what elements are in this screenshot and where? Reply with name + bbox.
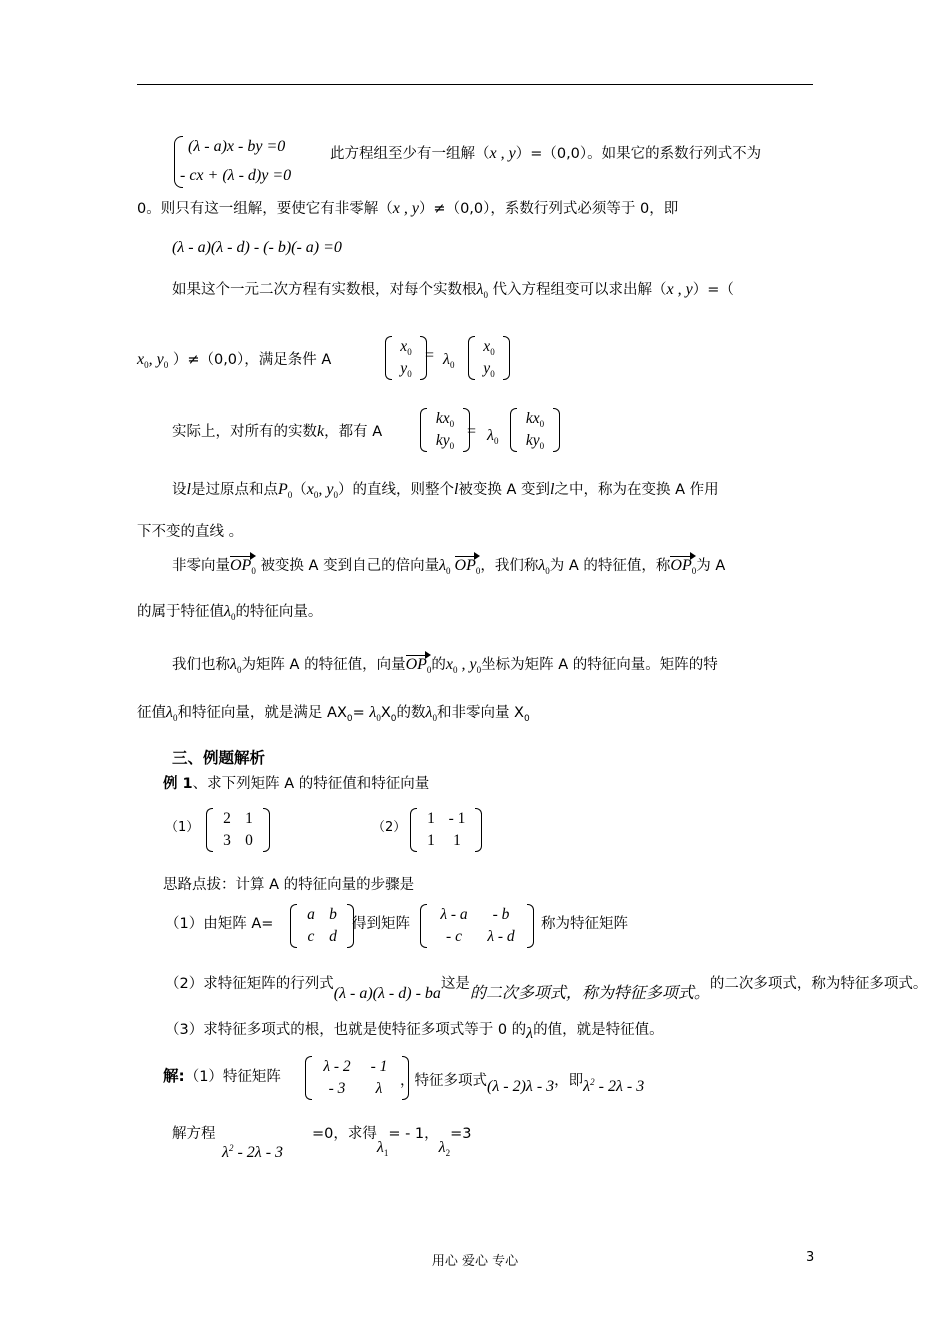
para-7: 我们也称$\lambda_0$为矩阵 A 的特征值，向量$OP_0$的$x_0$ , $y_0$坐标为矩阵 A 的特征向量。矩阵的特 [172,655,718,680]
solution-line-2b: $\lambda^2 - 2\lambda - 3$ [222,1143,284,1161]
solution-line-2c: =0，求得$\lambda_1= - 1$，$\lambda_2=3$ [312,1126,472,1158]
para-3: $x_0$, $y_0$ ）≠（0,0），满足条件 A [137,351,332,370]
para-6: 非零向量$OP_0$ 被变换 A 变到自己的倍向量$\lambda_0$ $OP_0$，我们称$\lambda_0$为 A 的特征值，称$OP_0$为 A [172,556,725,581]
step-2: （2）求特征矩阵的行列式(λ - a)(λ - d) - ba这是的二次多项式，称为特征多项式。的二次多项式，称为特征多项式。 [165,976,928,1002]
q1-label: （1） [165,820,200,835]
para-5: 设l是过原点和点$P_0(x_0$, $y_0$）的直线，则整个l被变换 A 变到l之中，称为在变换 A 作用 [172,481,719,500]
para-2: 如果这个一元二次方程有实数根，对每个实数根$\lambda_0$ 代入方程组变可以求出解（x , y）=（ [172,281,734,300]
solution-line-2: 解方程 [172,1126,216,1142]
matrix-abcd: a b c d [290,904,354,948]
step-1-c: 称为特征矩阵 [541,916,628,932]
matrix-q2: 1 - 1 1 1 [410,808,482,852]
step-1-a: （1）由矩阵 A= [165,916,274,932]
vector-x0y0-left: $x_0$ $y_0$ [385,336,427,380]
footer-text: 用心 爱心 专心 [431,1254,519,1269]
para-6b: 的属于特征值$\lambda_0$的特征向量。 [137,603,323,622]
para-5b: 下不变的直线 。 [137,524,244,540]
lambda0-2: $\lambda_0$ [487,427,499,446]
step-3: （3）求特征多项式的根，也就是使特征多项式等于 0 的λ的值，就是特征值。 [165,1022,664,1042]
example-1: 例 1、求下列矩阵 A 的特征值和特征向量 [163,776,430,792]
lambda0: $\lambda_0$ [443,351,455,370]
solution-line-1b: ，特征多项式(λ - 2)λ - 3，即$\lambda^2 - 2\lambda - 3$ [400,1073,645,1095]
step-1-b: 得到矩阵 [352,916,410,932]
vector-x0y0-right: $x_0$ $y_0$ [468,336,510,380]
hint: 思路点拔：计算 A 的特征向量的步骤是 [163,877,415,893]
section-title: 三、例题解析 [172,749,266,767]
matrix-solution: λ - 2 - 1 - 3 λ [305,1056,409,1100]
para-4: 实际上，对所有的实数k，都有 A [172,423,383,440]
vector-kx0ky0-left: $kx_0$ $ky_0$ [420,408,470,452]
header-rule [137,84,813,85]
determinant-equation: (λ - a)(λ - d) - (- b)(- a) =0 [172,239,342,256]
page-number: 3 [806,1250,815,1265]
vector-kx0ky0-right: $kx_0$ $ky_0$ [510,408,560,452]
system-eq1: (λ - a)x - by =0 [188,138,286,155]
q2-label: （2） [372,820,407,835]
equals-sign: = [425,347,435,364]
para-7b: 征值$\lambda_0$和特征向量，就是满足 $AX_0= \lambda_0X_0$的数$\lambda_0$和非零向量 $X_0$ [137,704,530,724]
system-text: 此方程组至少有一组解（x , y）=（0,0）。如果它的系数行列式不为 [330,145,762,162]
para-1: 0。则只有这一组解，要使它有非零解（x , y）≠（0,0），系数行列式必须等于 0，即 [137,200,679,217]
system-eq2: - cx + (λ - d)y =0 [180,167,292,184]
equals-sign-2: = [467,423,477,440]
matrix-q1: 2 1 3 0 [206,808,270,852]
characteristic-matrix: λ - a - b - c λ - d [420,904,534,948]
solution-line-1: 解:（1）特征矩阵 [163,1067,281,1085]
